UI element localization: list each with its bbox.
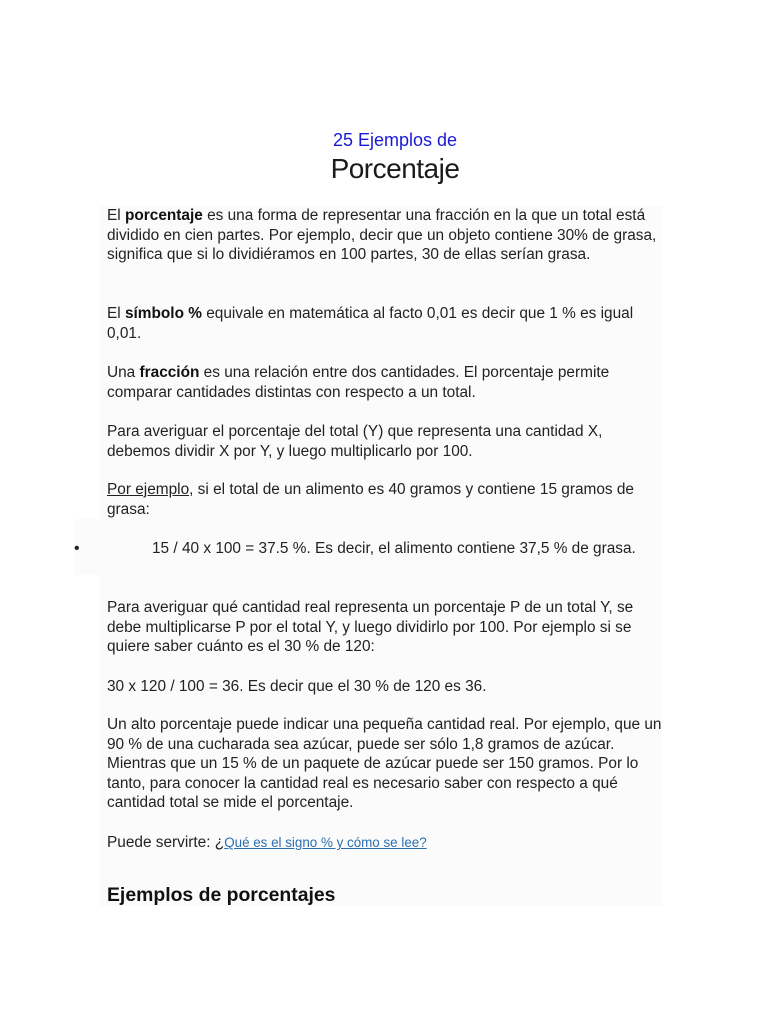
p2-prefix: El: [107, 305, 125, 322]
paragraph-fraction: [107, 363, 663, 402]
document-subtitle: 25 Ejemplos de: [332, 130, 458, 150]
p9-prefix: Puede servirte: ¿: [107, 834, 225, 851]
p3-text: es una relación entre dos cantidades. El porcentaje permite comparar cantidades distintas con respecto a un total.: [107, 364, 610, 401]
p2-text: equivale en matemática al facto 0,01 es decir que 1 % es igual 0,01.: [107, 305, 634, 342]
p1-bold-term: porcentaje: [124, 207, 203, 224]
bullet-dot-icon: •: [74, 540, 80, 557]
paragraph-method: Para averiguar el porcentaje del total (Y) que representa una cantidad X, debemos dividir X por Y, y luego multiplicarlo por 100.: [107, 423, 603, 460]
p3-bold-term: fracción: [139, 364, 200, 381]
p5-text: , si el total de un alimento es 40 gramos y contiene 15 gramos de grasa:: [107, 481, 634, 518]
p1-text: es una forma de representar una fracción en la que un total está dividido en cien partes. Por ejemplo, decir que un objeto contiene 30% de grasa, significa que si lo dividiéramos en 100 partes, 30 de ellas serían grasa.: [107, 207, 657, 264]
p5-underlined: Por ejemplo: [107, 481, 190, 498]
document-title: Porcentaje: [330, 153, 460, 184]
bullet-text: 15 / 40 x 100 = 37.5 %. Es decir, el alimento contiene 37,5 % de grasa.: [152, 540, 636, 557]
p2-bold-term: símbolo %: [124, 305, 202, 322]
paragraph-see-also: [107, 833, 663, 853]
section-heading: Ejemplos de porcentajes: [107, 884, 336, 906]
paragraph-example-intro: [107, 480, 663, 519]
see-also-link[interactable]: Qué es el signo % y cómo se lee?: [224, 835, 427, 850]
paragraph-high-percentage: Un alto porcentaje puede indicar una pequeña cantidad real. Por ejemplo, que un 90 % de una cucharada sea azúcar, puede ser sólo 1,8 gramos de azúcar. Mientras que un 15 % de un paquete de azúcar puede ser 150 gramos. Por lo tanto, para conocer la cantidad real es necesario saber con respecto a qué cantidad total se mide el porcentaje.: [107, 716, 662, 812]
p1-prefix: El: [107, 207, 125, 224]
paragraph-real-amount: Para averiguar qué cantidad real representa un porcentaje P de un total Y, se debe multiplicarse P por el total Y, y luego dividirlo por 100. Por ejemplo si se quiere saber cuánto es el 30 % de 120:: [107, 599, 634, 656]
paragraph-calculation: 30 x 120 / 100 = 36. Es decir que el 30 % de 120 es 36.: [107, 678, 487, 695]
paragraph-definition: [107, 206, 663, 265]
p3-prefix: Una: [107, 364, 140, 381]
article-body: [74, 206, 662, 906]
paragraph-symbol: [107, 304, 663, 343]
